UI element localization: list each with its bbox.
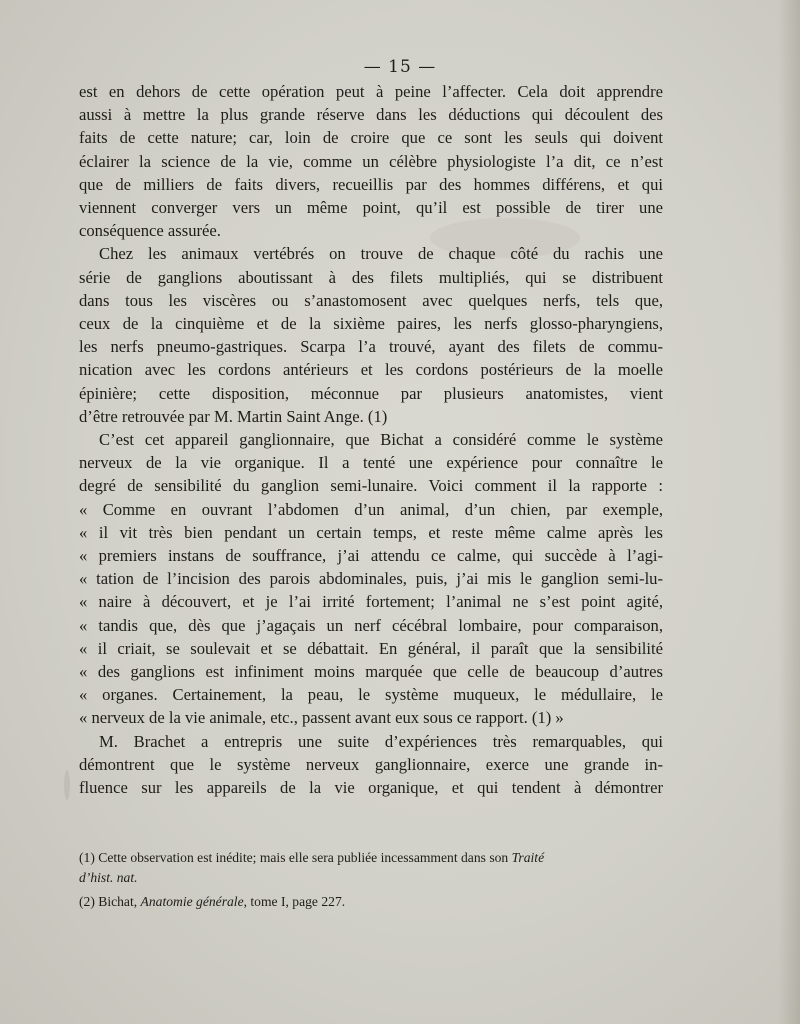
text-line: démontrent que le système nerveux ganglionnaire, exerce une grande in- [79,754,663,774]
footnote-2 [79,892,669,912]
quote-line: « naire à découvert, et je l’ai irrité fortement; l’animal ne s’est point agité, [79,592,663,612]
page-number: — 15 — [363,57,437,77]
quote-line: « tandis que, dès que j’agaçais un nerf cécébral lombaire, pour comparaison, [79,615,663,635]
text-line: dans tous les viscères ou s’anastomosent avec quelques nerfs, tels que, [79,290,663,310]
text-line: éclairer la science de la vie, comme un célèbre physiologiste l’a dit, ce n’est [79,151,663,171]
text-line: faits de cette nature; car, loin de croire que ce sont les seuls qui doivent [79,128,663,148]
footnote-1-continued [79,868,669,888]
text-line: les nerfs pneumo-gastriques. Scarpa l’a trouvé, ayant des filets de commu- [79,337,663,357]
text-line: épinière; cette disposition, méconnue par plusieurs anatomistes, vient [79,383,663,403]
footnote-2-suffix: , tome I, page 227. [243,894,346,909]
page-edge-shadow [778,0,800,1024]
footnote-1-title: Traité [511,850,545,865]
text-line: fluence sur les appareils de la vie organique, et qui tendent à démontrer [79,778,663,798]
text-line: série de ganglions aboutissant à des filets multipliés, qui se distribuent [79,267,663,287]
quote-line: « des ganglions est infiniment moins marquée que celle de beaucoup d’autres [79,662,663,682]
quote-line: « nerveux de la vie animale, etc., passent avant eux sous ce rapport. (1) » [79,708,564,728]
footnotes [79,848,669,912]
footnote-1-text: (1) Cette observation est inédite; mais elle sera publiée incessamment dans son [79,850,509,865]
text-line: nication avec les cordons antérieurs et les cordons postérieurs de la moelle [79,360,663,380]
quote-line: « il criait, se soulevait et se débattait. En général, il paraît que la sensibilité [79,638,663,658]
body-text [79,80,663,799]
text-line: que de milliers de faits divers, recueillis par des hommes différens, et qui [79,174,663,194]
footnote-2-title: Anatomie générale [140,894,244,909]
text-line: est en dehors de cette opération peut à peine l’affecter. Cela doit apprendre [79,82,663,101]
text-line: viennent converger vers un même point, qu’il est possible de tirer une [79,198,663,218]
quote-line: « premiers instans de souffrance, j’ai attendu ce calme, qui succède à l’agi- [79,546,663,566]
text-line: ceux de la cinquième et de la sixième paires, les nerfs glosso-pharyngiens, [79,314,663,334]
footnote-2-prefix: (2) Bichat, [79,894,138,909]
text-line: Chez les animaux vertébrés on trouve de chaque côté du rachis une [99,244,663,264]
text-line: C’est cet appareil ganglionnaire, que Bichat a considéré comme le système [99,430,663,450]
text-line: nerveux de la vie organique. Il a tenté une expérience pour connaître le [79,453,663,473]
quote-line: « Comme en ouvrant l’abdomen d’un animal, d’un chien, par exemple, [79,499,663,519]
quote-line: « tation de l’incision des parois abdominales, puis, j’ai mis le ganglion semi-lu- [79,569,663,589]
text-line: d’être retrouvée par M. Martin Saint Ange. (1) [79,406,388,426]
quote-line: « organes. Certainement, la peau, le système muqueux, le médullaire, le [79,685,663,705]
text-line: degré de sensibilité du ganglion semi-lunaire. Voici comment il la rapporte : [79,476,663,496]
text-line: M. Brachet a entrepris une suite d’expériences très remarquables, qui [99,731,663,751]
text-line: conséquence assurée. [79,221,221,241]
footnote-1-title-cont: d’hist. nat. [79,870,138,885]
text-line: aussi à mettre la plus grande réserve dans les déductions qui découlent des [79,105,663,125]
paper-stain [64,770,70,800]
footnote-1 [79,848,669,868]
quote-line: « il vit très bien pendant un certain temps, et reste même calme après les [79,522,663,542]
